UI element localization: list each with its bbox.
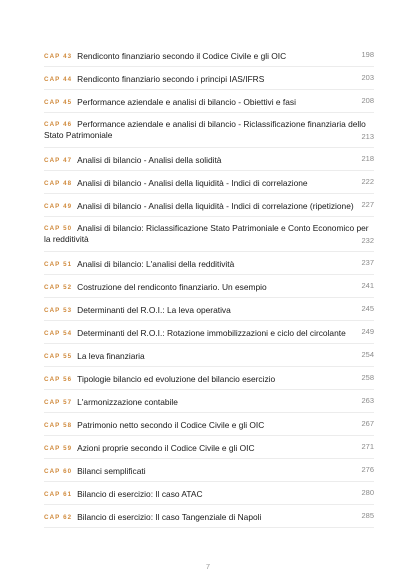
toc-entry[interactable] — [44, 298, 374, 321]
page-number: 271 — [361, 442, 374, 451]
toc-entry[interactable] — [44, 252, 374, 275]
chapter-number: CAP 58 — [44, 422, 73, 429]
page-number: 258 — [361, 373, 374, 382]
chapter-title: Bilanci semplificati — [77, 466, 146, 476]
toc-entry-line — [44, 155, 330, 166]
chapter-number: CAP 45 — [44, 99, 73, 106]
page-number: 222 — [361, 177, 374, 186]
page-number: 208 — [361, 96, 374, 105]
toc-entry[interactable] — [44, 344, 374, 367]
chapter-number: CAP 49 — [44, 203, 73, 210]
chapter-title: Analisi di bilancio - Analisi della solidità — [77, 155, 222, 165]
chapter-number: CAP 53 — [44, 307, 73, 314]
toc-entry-line — [44, 512, 330, 523]
chapter-number: CAP 60 — [44, 468, 73, 475]
toc-entry-line — [44, 178, 330, 189]
toc-entry[interactable] — [44, 113, 374, 148]
toc-entry[interactable] — [44, 413, 374, 436]
toc-entry[interactable] — [44, 459, 374, 482]
toc-entry-line — [44, 374, 330, 385]
chapter-title: Bilancio di esercizio: Il caso Tangenziale di Napoli — [77, 512, 262, 522]
chapter-title: Rendiconto finanziario secondo il Codice Civile e gli OIC — [77, 51, 287, 61]
footer-page-number: 7 — [205, 562, 211, 571]
page-number: 237 — [361, 258, 374, 267]
page-number: 276 — [361, 465, 374, 474]
chapter-title: Analisi di bilancio - Analisi della liquidità - Indici di correlazione (ripetizione) — [77, 201, 354, 211]
toc-entry-line — [44, 119, 374, 141]
chapter-number: CAP 62 — [44, 514, 73, 521]
chapter-number: CAP 46 — [44, 121, 73, 128]
chapter-number: CAP 57 — [44, 399, 73, 406]
toc-entry[interactable] — [44, 275, 374, 298]
toc-entry[interactable] — [44, 90, 374, 113]
toc-entry-line — [44, 51, 330, 62]
chapter-number: CAP 51 — [44, 261, 73, 268]
page-number: 285 — [361, 511, 374, 520]
chapter-number: CAP 61 — [44, 491, 73, 498]
chapter-number: CAP 47 — [44, 157, 73, 164]
chapter-title: Analisi di bilancio: Riclassificazione Stato Patrimoniale e Conto Economico per la redditività — [44, 223, 369, 244]
toc-entry-line — [44, 443, 330, 454]
page-number: 198 — [361, 50, 374, 59]
chapter-number: CAP 56 — [44, 376, 73, 383]
toc-entry[interactable] — [44, 67, 374, 90]
chapter-number: CAP 54 — [44, 330, 73, 337]
toc-entry[interactable] — [44, 390, 374, 413]
page-number: 203 — [361, 73, 374, 82]
toc-entry[interactable] — [44, 367, 374, 390]
toc-entry-line — [44, 305, 330, 316]
chapter-title: Determinanti del R.O.I.: Rotazione immobilizzazioni e ciclo del circolante — [77, 328, 346, 338]
chapter-number: CAP 43 — [44, 53, 73, 60]
page-number: 213 — [361, 132, 374, 141]
chapter-number: CAP 50 — [44, 225, 73, 232]
toc-entry[interactable] — [44, 505, 374, 528]
toc-entry-line — [44, 420, 330, 431]
page-number: 245 — [361, 304, 374, 313]
toc-entry[interactable] — [44, 482, 374, 505]
chapter-number: CAP 52 — [44, 284, 73, 291]
chapter-number: CAP 48 — [44, 180, 73, 187]
toc-entry[interactable] — [44, 436, 374, 459]
toc-entry-line — [44, 489, 330, 500]
page-number: 263 — [361, 396, 374, 405]
toc-entry-line — [44, 97, 330, 108]
page-number: 254 — [361, 350, 374, 359]
chapter-title: Performance aziendale e analisi di bilancio - Obiettivi e fasi — [77, 97, 296, 107]
page-number: 232 — [361, 236, 374, 245]
toc-entry[interactable] — [44, 321, 374, 344]
toc-entry[interactable] — [44, 217, 374, 252]
toc-entry-line — [44, 201, 354, 212]
chapter-title: Performance aziendale e analisi di bilancio - Riclassificazione finanziaria dello Stato Patrimoniale — [44, 119, 366, 140]
toc-entry-line — [44, 466, 330, 477]
chapter-number: CAP 44 — [44, 76, 73, 83]
toc-entry-line — [44, 74, 330, 85]
page-number: 249 — [361, 327, 374, 336]
chapter-number: CAP 59 — [44, 445, 73, 452]
chapter-title: Patrimonio netto secondo il Codice Civile e gli OIC — [77, 420, 265, 430]
chapter-title: Analisi di bilancio - Analisi della liquidità - Indici di correlazione — [77, 178, 308, 188]
toc-entry-line — [44, 259, 330, 270]
chapter-title: La leva finanziaria — [77, 351, 145, 361]
toc-entry-line — [44, 351, 330, 362]
chapter-title: Costruzione del rendiconto finanziario. Un esempio — [77, 282, 267, 292]
chapter-title: Determinanti del R.O.I.: La leva operativa — [77, 305, 231, 315]
page-number: 241 — [361, 281, 374, 290]
table-of-contents — [44, 44, 374, 528]
toc-entry[interactable] — [44, 194, 374, 217]
chapter-title: Bilancio di esercizio: Il caso ATAC — [77, 489, 203, 499]
page-number: 227 — [361, 200, 374, 209]
page-number: 218 — [361, 154, 374, 163]
chapter-title: Rendiconto finanziario secondo i principi IAS/IFRS — [77, 74, 265, 84]
toc-entry-line — [44, 328, 346, 339]
page-number: 280 — [361, 488, 374, 497]
chapter-title: L'armonizzazione contabile — [77, 397, 178, 407]
toc-entry[interactable] — [44, 44, 374, 67]
chapter-number: CAP 55 — [44, 353, 73, 360]
toc-entry[interactable] — [44, 148, 374, 171]
toc-entry-line — [44, 397, 330, 408]
toc-entry[interactable] — [44, 171, 374, 194]
chapter-title: Azioni proprie secondo il Codice Civile e gli OIC — [77, 443, 255, 453]
page-number: 267 — [361, 419, 374, 428]
toc-entry-line — [44, 282, 330, 293]
chapter-title: Tipologie bilancio ed evoluzione del bilancio esercizio — [77, 374, 276, 384]
chapter-title: Analisi di bilancio: L'analisi della redditività — [77, 259, 235, 269]
toc-entry-line — [44, 223, 374, 245]
